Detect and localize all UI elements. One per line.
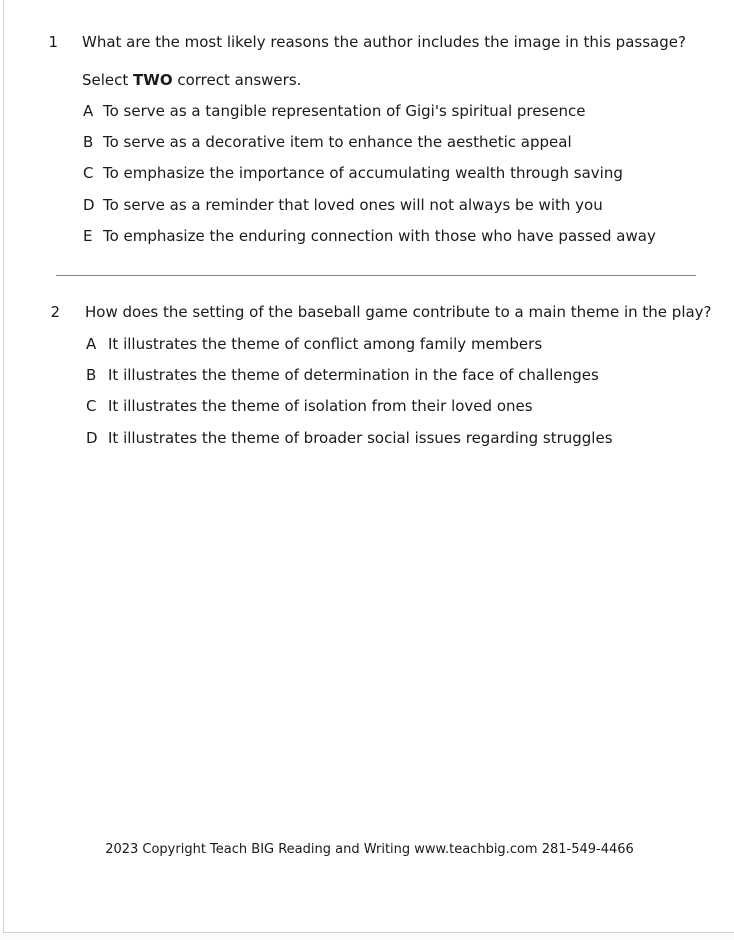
question-2-header: [4, 300, 734, 324]
option-letter: D: [86, 428, 98, 447]
page-footer: [4, 841, 734, 859]
option-letter: B: [83, 133, 94, 152]
option-row[interactable]: [4, 161, 734, 192]
option-text: It illustrates the theme of isolation from their loved ones: [108, 397, 533, 416]
option-row[interactable]: [4, 394, 734, 425]
option-text: It illustrates the theme of conflict among family members: [108, 335, 543, 353]
option-letter: E: [83, 226, 93, 245]
option-letter: C: [86, 397, 97, 416]
footer-copyright-text: 2023 Copyright Teach BIG Reading and Writing www.teachbig.com 281-549-4466: [105, 842, 634, 857]
question-1-header: [4, 30, 734, 54]
option-row[interactable]: [4, 193, 734, 224]
option-letter: C: [83, 164, 94, 183]
option-text: To serve as a decorative item to enhance the aesthetic appeal: [103, 133, 572, 152]
option-row[interactable]: [4, 363, 734, 394]
question-2-number: 2: [50, 303, 60, 321]
option-text: To emphasize the enduring connection with those who have passed away: [103, 226, 656, 245]
select-instruction-prefix: Select: [82, 71, 134, 89]
option-letter: A: [83, 102, 94, 120]
option-text: It illustrates the theme of broader social issues regarding struggles: [108, 428, 613, 447]
option-letter: A: [86, 335, 97, 353]
section-divider: [56, 275, 696, 276]
option-row[interactable]: [4, 224, 734, 255]
option-text: It illustrates the theme of determination in the face of challenges: [108, 366, 599, 385]
select-instruction-emphasis: TWO: [133, 71, 173, 89]
question-2-prompt: How does the setting of the baseball game contribute to a main theme in the play?: [85, 303, 712, 321]
option-letter: D: [83, 195, 95, 214]
option-row[interactable]: [4, 332, 734, 363]
page-bottom-gutter: [0, 934, 734, 940]
option-text: To serve as a reminder that loved ones will not always be with you: [103, 195, 603, 214]
question-1-options: [4, 99, 734, 255]
question-1-number: 1: [48, 33, 58, 51]
question-1-select-instruction: [82, 68, 301, 92]
select-instruction-suffix: correct answers.: [172, 71, 302, 89]
question-block-1: [4, 30, 734, 245]
worksheet-page: [3, 0, 734, 933]
option-letter: B: [86, 366, 97, 385]
option-row[interactable]: [4, 130, 734, 161]
option-row[interactable]: [4, 99, 734, 130]
option-text: To serve as a tangible representation of Gigi's spiritual presence: [103, 102, 586, 120]
question-block-2: [4, 300, 734, 447]
option-text: To emphasize the importance of accumulating wealth through saving: [103, 164, 623, 183]
question-2-options: [4, 332, 734, 457]
question-1-prompt: What are the most likely reasons the author includes the image in this passage?: [82, 33, 686, 51]
option-row[interactable]: [4, 426, 734, 457]
